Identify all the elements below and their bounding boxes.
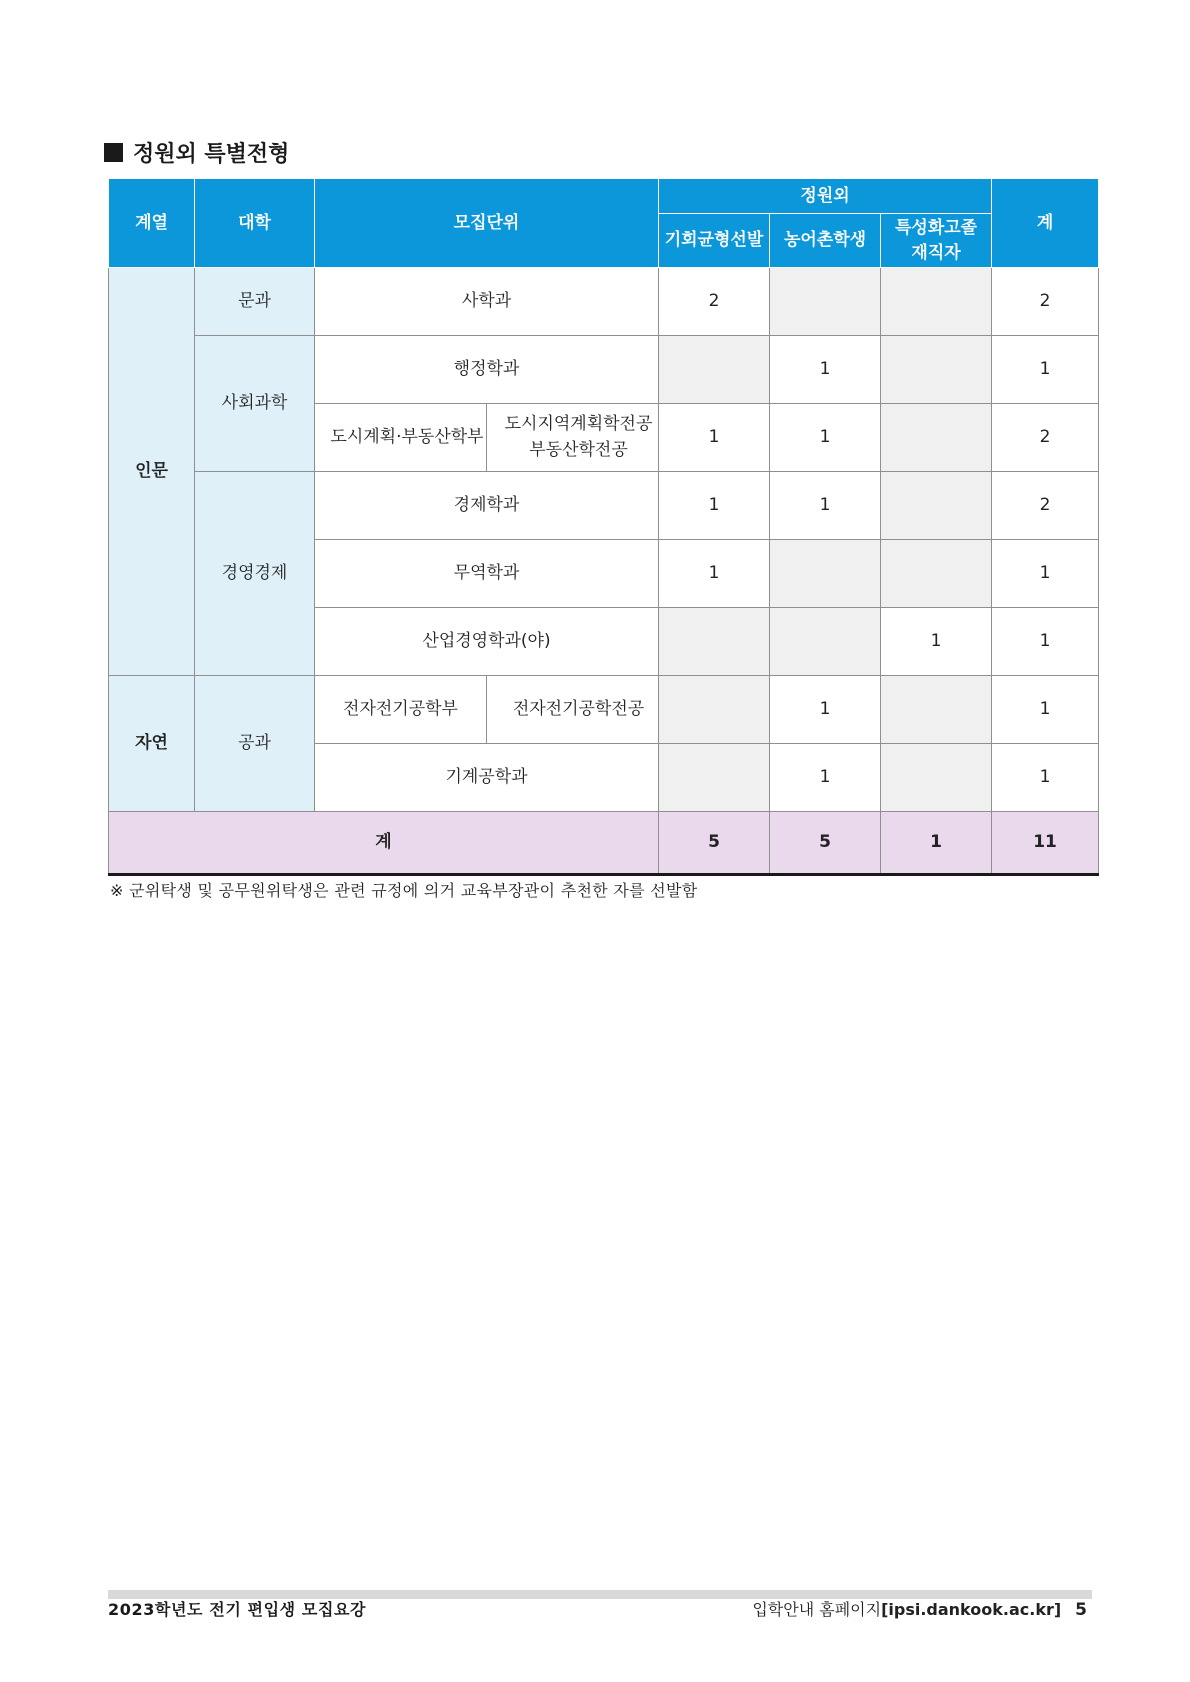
table-row — [109, 472, 1099, 540]
value-cell — [881, 268, 992, 336]
total-cell: 2 — [992, 472, 1099, 540]
value-cell — [770, 540, 881, 608]
total-cell: 1 — [992, 744, 1099, 812]
value-cell — [881, 404, 992, 472]
section-title — [104, 137, 289, 168]
value-cell — [881, 676, 992, 744]
footnote: ※ 군위탁생 및 공무원위탁생은 관련 규정에 의거 교육부장관이 추천한 자를 선발함 — [110, 881, 698, 900]
header-group: 정원외 — [659, 179, 992, 214]
footer-homepage-label: 입학안내 홈페이지 — [752, 1600, 882, 1619]
total-cell: 1 — [992, 608, 1099, 676]
header-college: 대학 — [195, 179, 315, 268]
value-cell — [881, 472, 992, 540]
header-category: 계열 — [109, 179, 195, 268]
unit-cell: 사학과 — [315, 268, 659, 336]
footer-right — [752, 1597, 1087, 1620]
sub-unit-cell: 전자전기공학전공 — [487, 676, 659, 744]
value-cell — [659, 744, 770, 812]
college-cell: 사회과학 — [195, 336, 315, 472]
college-cell: 공과 — [195, 676, 315, 812]
value-cell: 1 — [770, 472, 881, 540]
value-cell: 1 — [770, 676, 881, 744]
header-unit: 모집단위 — [315, 179, 659, 268]
total-cell: 1 — [992, 676, 1099, 744]
table-row — [109, 676, 1099, 744]
total-label: 계 — [109, 812, 659, 875]
value-cell: 1 — [770, 744, 881, 812]
category-cell: 자연 — [109, 676, 195, 812]
total-cell: 1 — [992, 540, 1099, 608]
value-cell: 1 — [881, 608, 992, 676]
value-cell — [881, 336, 992, 404]
unit-cell: 행정학과 — [315, 336, 659, 404]
value-cell: 1 — [659, 472, 770, 540]
table-row — [109, 268, 1099, 336]
unit-cell: 산업경영학과(야) — [315, 608, 659, 676]
header-total: 계 — [992, 179, 1099, 268]
unit-cell: 무역학과 — [315, 540, 659, 608]
footer-homepage-link[interactable]: [ipsi.dankook.ac.kr] — [881, 1600, 1062, 1619]
square-bullet-icon — [104, 143, 123, 162]
table-row — [109, 336, 1099, 404]
college-cell: 문과 — [195, 268, 315, 336]
value-cell — [770, 608, 881, 676]
admission-quota-table — [108, 178, 1099, 876]
value-cell — [881, 540, 992, 608]
unit-cell: 경제학과 — [315, 472, 659, 540]
total-value-cell: 1 — [881, 812, 992, 875]
unit-cell: 기계공학과 — [315, 744, 659, 812]
value-cell: 1 — [770, 336, 881, 404]
value-cell — [659, 676, 770, 744]
college-cell: 경영경제 — [195, 472, 315, 676]
page-number: 5 — [1075, 1600, 1087, 1620]
grand-total-cell: 11 — [992, 812, 1099, 875]
value-cell: 1 — [659, 540, 770, 608]
category-cell: 인문 — [109, 268, 195, 676]
header-col3: 특성화고졸 재직자 — [881, 214, 992, 268]
total-value-cell: 5 — [770, 812, 881, 875]
value-cell — [659, 608, 770, 676]
header-col1: 기회균형선발 — [659, 214, 770, 268]
total-value-cell: 5 — [659, 812, 770, 875]
section-title-text: 정원외 특별전형 — [133, 142, 290, 167]
value-cell — [770, 268, 881, 336]
footer-doc-title: 2023학년도 전기 편입생 모집요강 — [108, 1600, 367, 1619]
unit-cell: 전자전기공학부 — [315, 676, 487, 744]
total-cell: 1 — [992, 336, 1099, 404]
total-cell: 2 — [992, 268, 1099, 336]
total-row — [109, 812, 1099, 875]
unit-cell: 도시계획·부동산학부 — [315, 404, 487, 472]
header-col2: 농어촌학생 — [770, 214, 881, 268]
value-cell: 1 — [659, 404, 770, 472]
sub-unit-cell: 도시지역계획학전공 부동산학전공 — [487, 404, 659, 472]
value-cell — [659, 336, 770, 404]
value-cell: 1 — [770, 404, 881, 472]
value-cell — [881, 744, 992, 812]
total-cell: 2 — [992, 404, 1099, 472]
value-cell: 2 — [659, 268, 770, 336]
